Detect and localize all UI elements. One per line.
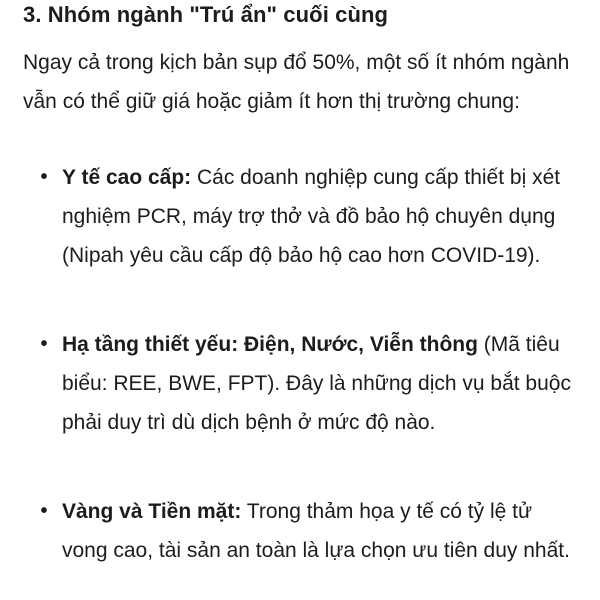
intro-paragraph: Ngay cả trong kịch bản sụp đổ 50%, một số ít nhóm ngành vẫn có thể giữ giá hoặc giảm ít hơn thị trường chung:: [23, 51, 570, 113]
bullet-body-text: Các doanh nghiệp cung cấp thiết bị xét nghiệm PCR, máy trợ thở và đồ bảo hộ chuyên dụng (Nipah yêu cầu cấp độ bảo hộ cao hơn COVID-19).: [62, 166, 561, 267]
bullet-bold-label: Vàng và Tiền mặt:: [62, 500, 242, 523]
bullet-bold-label: Y tế cao cấp:: [62, 166, 192, 189]
bullet-marker: •: [40, 166, 48, 188]
section-heading: 3. Nhóm ngành "Trú ẩn" cuối cùng: [23, 2, 389, 27]
bullet-body-text: (Mã tiêu biểu: REE, BWE, FPT). Đây là những dịch vụ bắt buộc phải duy trì dù dịch bệnh ở mức độ nào.: [62, 333, 571, 434]
bullet-bold-label: Hạ tầng thiết yếu: Điện, Nước, Viễn thông: [62, 333, 478, 356]
bullet-paragraph: [62, 492, 578, 570]
bullet-body-text: Trong thảm họa y tế có tỷ lệ tử vong cao, tài sản an toàn là lựa chọn ưu tiên duy nhất.: [62, 500, 570, 562]
bullet-paragraph: [62, 158, 578, 275]
bullet-marker: •: [40, 333, 48, 355]
bullet-marker: •: [40, 500, 48, 522]
bullet-paragraph: [62, 325, 578, 442]
